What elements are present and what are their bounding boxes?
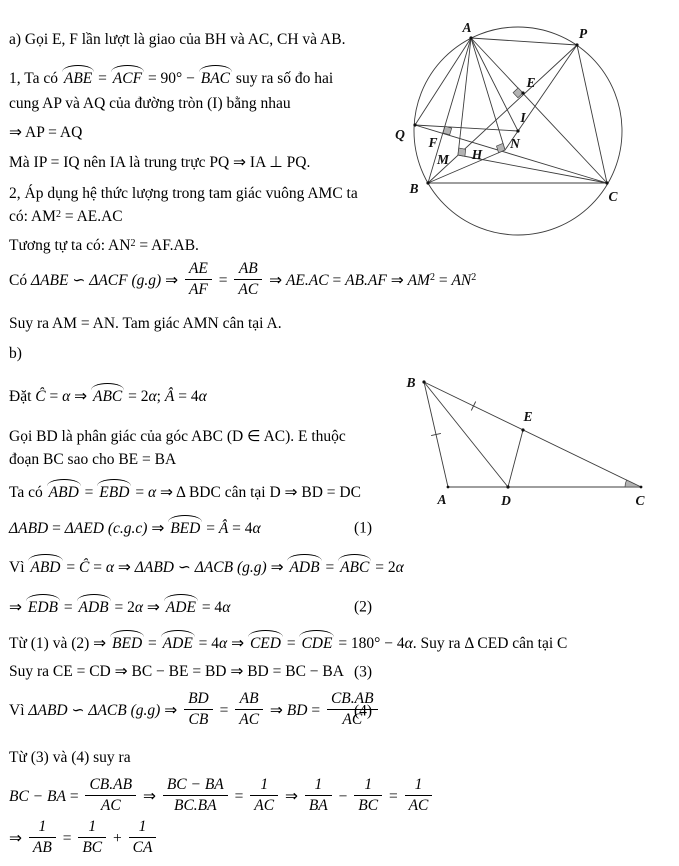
- equation-number: (1): [354, 519, 373, 536]
- text-line-dat-alpha: [9, 385, 207, 406]
- angle-arc-notation: ADE: [161, 632, 195, 653]
- text-segment: =: [80, 484, 98, 501]
- text-segment: ⇒: [70, 388, 91, 405]
- angle-arc-notation: CDE: [299, 632, 334, 653]
- text-segment: α: [105, 559, 114, 576]
- superscript: 2: [471, 272, 477, 284]
- text-segment: =: [144, 635, 161, 652]
- text-segment: =: [282, 635, 300, 652]
- point-label-C: C: [608, 189, 618, 204]
- equation-number: (3): [354, 663, 373, 680]
- point-label-A: A: [437, 492, 447, 507]
- fraction: $\frac{1}{AB}$: [29, 818, 56, 857]
- text-segment: α: [219, 635, 228, 652]
- point-label-Q: Q: [395, 127, 405, 142]
- text-segment: ⇒: [266, 559, 288, 576]
- text-segment: α: [404, 635, 413, 652]
- text-segment: = 4: [174, 388, 199, 405]
- fraction: $\frac{1}{AC}$: [405, 776, 433, 815]
- angle-arc-notation: CED: [248, 632, 283, 653]
- text-segment: ∽: [68, 271, 90, 289]
- text-segment: ΔAED: [64, 520, 104, 537]
- fraction: $\frac{CB.AB}{AC}$: [85, 776, 136, 815]
- text-segment: AN: [451, 271, 472, 289]
- cevian-lines: [424, 382, 523, 487]
- text-segment: Ta có: [9, 484, 47, 501]
- text-segment: α: [148, 388, 157, 405]
- text-segment: Đặt: [9, 388, 36, 405]
- point-label-N: N: [510, 136, 520, 151]
- equation-number: (2): [354, 598, 373, 615]
- text-segment: ⇒: [386, 271, 408, 289]
- text-segment: (c.g.c): [103, 520, 148, 537]
- text-segment: Có: [9, 271, 31, 289]
- angle-arc-notation: EDB: [26, 596, 60, 617]
- text-segment: ⇒: [160, 701, 182, 719]
- triangle-diagram: [378, 360, 679, 510]
- text-segment: ΔACB: [88, 701, 127, 719]
- text-segment: ΔABD: [9, 520, 49, 537]
- fraction: $\frac{1}{BC}$: [354, 776, 382, 815]
- text-segment: ⇒ AP = AQ: [9, 124, 83, 141]
- text-segment: =: [215, 701, 233, 719]
- equation-number: (4): [354, 702, 373, 720]
- text-segment: Â: [218, 520, 229, 537]
- text-segment: ∽: [173, 559, 195, 576]
- text-line-tu-1-2: [9, 632, 567, 653]
- text-segment: α: [198, 388, 207, 405]
- text-segment: đoạn BC sao cho BE = BA: [9, 451, 177, 468]
- point-label-C: C: [635, 493, 645, 508]
- text-segment: +: [109, 829, 126, 847]
- equation-final-result: [9, 820, 159, 859]
- equation-3: [9, 662, 373, 681]
- equation-final-derivation: [9, 778, 435, 817]
- text-segment: = AF.AB.: [135, 237, 199, 254]
- text-line-goi-bd-part2: [9, 450, 176, 469]
- text-segment: 2, Áp dụng hệ thức lượng trong tam giác vuông AMC ta: [9, 185, 358, 202]
- text-line-a2-part2: [9, 207, 123, 226]
- text-line-a1-part1: [9, 67, 333, 88]
- text-segment: Ĉ: [35, 388, 46, 405]
- superscript: 2: [429, 272, 435, 284]
- equation-4: [9, 692, 381, 731]
- text-segment: α: [62, 388, 71, 405]
- right-angle-marker-F: [443, 126, 452, 135]
- text-segment: α: [222, 599, 231, 616]
- text-segment: (g.g): [127, 271, 162, 289]
- text-segment: =: [230, 787, 248, 805]
- text-segment: −: [334, 787, 352, 805]
- text-segment: =: [328, 271, 346, 289]
- fraction: $\frac{BC - BA}{BC.BA}$: [163, 776, 228, 815]
- text-segment: Từ (3) và (4) suy ra: [9, 749, 131, 766]
- fraction: $\frac{1}{BC}$: [78, 818, 106, 857]
- text-segment: =: [321, 559, 339, 576]
- angle-arc-notation: ADE: [164, 596, 198, 617]
- text-line-b-label: [9, 344, 22, 363]
- text-segment: ⇒: [9, 829, 26, 847]
- angle-arc-notation: ADB: [287, 556, 321, 577]
- text-segment: =: [202, 520, 219, 537]
- text-segment: ΔABD: [134, 559, 174, 576]
- text-segment: ⇒: [266, 701, 287, 719]
- text-segment: =: [94, 70, 111, 87]
- angle-arc-notation: BED: [110, 632, 144, 653]
- text-segment: BC − BA: [9, 787, 66, 805]
- point-label-B: B: [409, 181, 419, 196]
- point-label-H: H: [471, 147, 483, 162]
- text-segment: = 2: [124, 388, 149, 405]
- text-segment: Suy ra CE = CD ⇒ BC − BE = BD ⇒ BD = BC − BA: [9, 663, 344, 680]
- text-segment: ΔABE: [30, 271, 69, 289]
- angle-arc-notation: ABC: [338, 556, 371, 577]
- text-segment: =: [65, 787, 83, 805]
- text-segment: =: [434, 271, 452, 289]
- text-segment: = 4: [197, 599, 223, 616]
- point-labels: [405, 375, 645, 508]
- text-segment: ΔACF: [89, 271, 128, 289]
- text-line-vi-abd: [9, 556, 404, 577]
- text-segment: ⇒: [265, 271, 286, 289]
- text-segment: =: [214, 271, 232, 289]
- text-segment: Tương tự ta có: AN: [9, 237, 131, 254]
- fraction: $\frac{BD}{CB}$: [184, 690, 213, 729]
- text-line-a2-part1: [9, 184, 358, 203]
- angle-arc-notation: ABD: [28, 556, 62, 577]
- text-line-goi-bd-part1: [9, 427, 346, 446]
- text-segment: =: [307, 701, 324, 719]
- text-segment: α: [134, 599, 144, 616]
- text-segment: ∽: [67, 701, 89, 719]
- text-segment: Từ (1) và (2) ⇒: [9, 635, 111, 652]
- equation-similar-triangles-a: [9, 262, 476, 301]
- text-segment: Ĉ: [79, 559, 90, 576]
- text-line-ia-pq: [9, 153, 310, 172]
- fraction: $\frac{1}{AC}$: [250, 776, 278, 815]
- angle-arc-notation: ACF: [111, 67, 144, 88]
- text-segment: b): [9, 345, 22, 362]
- text-segment: ⇒ Δ BDC cân tại D ⇒ BD = DC: [156, 484, 361, 501]
- text-line-tu-3-4: [9, 748, 131, 767]
- text-segment: Vì: [9, 559, 29, 576]
- text-segment: ⇒: [161, 271, 182, 289]
- text-segment: ⇒: [9, 599, 26, 616]
- text-segment: Mà IP = IQ nên IA là trung trực PQ ⇒ IA ⊥ PQ.: [9, 154, 311, 171]
- text-segment: (g.g): [126, 701, 161, 719]
- text-segment: = 4: [194, 635, 220, 652]
- equation-2: [9, 596, 373, 617]
- text-segment: Vì: [9, 701, 29, 719]
- angle-arc-notation: BED: [168, 517, 202, 538]
- point-label-I: I: [520, 110, 526, 125]
- text-segment: = 4: [228, 520, 253, 537]
- text-line-ap-aq: [9, 123, 82, 142]
- point-label-E: E: [523, 409, 533, 424]
- fraction: $\frac{1}{BA}$: [305, 776, 332, 815]
- text-segment: . Suy ra Δ CED cân tại C: [412, 635, 568, 652]
- text-segment: ⇒: [227, 635, 248, 652]
- text-segment: suy ra số đo hai: [232, 70, 334, 87]
- angle-arc-notation: ADB: [77, 596, 111, 617]
- point-label-P: P: [578, 26, 588, 41]
- text-segment: = AE.AC: [60, 208, 123, 225]
- text-segment: Â: [164, 388, 175, 405]
- text-line-a-intro: [9, 30, 345, 49]
- text-line-a1-part2: [9, 94, 291, 113]
- text-segment: ⇒: [114, 559, 135, 576]
- text-segment: =: [45, 388, 63, 405]
- text-line-an2: [9, 236, 199, 255]
- text-segment: α: [252, 520, 261, 537]
- fraction: $\frac{CB.AB}{AC}$: [327, 690, 378, 729]
- point-label-F: F: [428, 135, 438, 150]
- point-label-E: E: [526, 75, 536, 90]
- fraction: $\frac{AB}{AC}$: [235, 690, 263, 729]
- point-label-M: M: [436, 152, 450, 167]
- triangle-sides: [424, 382, 641, 487]
- fraction: $\frac{1}{CA}$: [129, 818, 157, 857]
- text-segment: = 2: [110, 599, 135, 616]
- angle-arc-notation: EBD: [97, 481, 131, 502]
- text-segment: có: AM: [9, 208, 56, 225]
- fraction: $\frac{AE}{AF}$: [185, 260, 212, 299]
- point-label-D: D: [501, 493, 511, 508]
- text-segment: ;: [156, 388, 165, 405]
- text-segment: =: [58, 829, 76, 847]
- right-angle-marker-M: [458, 148, 466, 156]
- superscript: 2: [55, 208, 61, 220]
- text-segment: AB.AF: [345, 271, 387, 289]
- text-segment: =: [385, 787, 402, 805]
- point-label-A: A: [462, 20, 472, 35]
- text-segment: =: [89, 559, 106, 576]
- text-segment: = 180° − 4: [334, 635, 405, 652]
- text-line-ta-co-abd: [9, 481, 361, 502]
- circle-diagram: [385, 8, 679, 240]
- text-segment: Gọi BD là phân giác của góc ABC (D ∈ AC). E thuộc: [9, 428, 346, 445]
- text-segment: =: [60, 599, 77, 616]
- text-segment: α: [395, 559, 404, 576]
- text-segment: = 2: [371, 559, 396, 576]
- equation-1: [9, 517, 373, 538]
- superscript: 2: [130, 237, 136, 249]
- text-segment: = 90° −: [144, 70, 199, 87]
- text-segment: AE.AC: [285, 271, 329, 289]
- angle-alpha-shade: [625, 480, 641, 487]
- point-label-B: B: [406, 375, 416, 390]
- text-segment: (g.g): [233, 559, 267, 576]
- angle-arc-notation: ABD: [47, 481, 81, 502]
- angle-arc-notation: BAC: [199, 67, 232, 88]
- text-segment: ΔABD: [28, 701, 68, 719]
- text-segment: ΔACB: [194, 559, 234, 576]
- angle-arc-notation: ABE: [62, 67, 94, 88]
- angle-arc-notation: ABC: [91, 385, 124, 406]
- text-segment: α: [147, 484, 157, 501]
- text-segment: a) Gọi E, F lần lượt là giao của BH và AC, CH và AB.: [9, 31, 346, 48]
- text-segment: cung AP và AQ của đường tròn (I) bằng nhau: [9, 95, 291, 112]
- text-segment: =: [131, 484, 148, 501]
- text-segment: ⇒: [143, 599, 164, 616]
- text-segment: AM: [407, 271, 430, 289]
- text-segment: =: [48, 520, 65, 537]
- text-segment: =: [62, 559, 80, 576]
- text-line-am-an: [9, 314, 282, 333]
- fraction: $\frac{AB}{AC}$: [234, 260, 262, 299]
- text-segment: 1, Ta có: [9, 70, 62, 87]
- text-segment: BD: [286, 701, 308, 719]
- text-segment: ⇒: [139, 787, 160, 805]
- text-segment: ⇒: [147, 520, 169, 537]
- text-segment: Suy ra AM = AN. Tam giác AMN cân tại A.: [9, 315, 282, 332]
- text-segment: ⇒: [281, 787, 302, 805]
